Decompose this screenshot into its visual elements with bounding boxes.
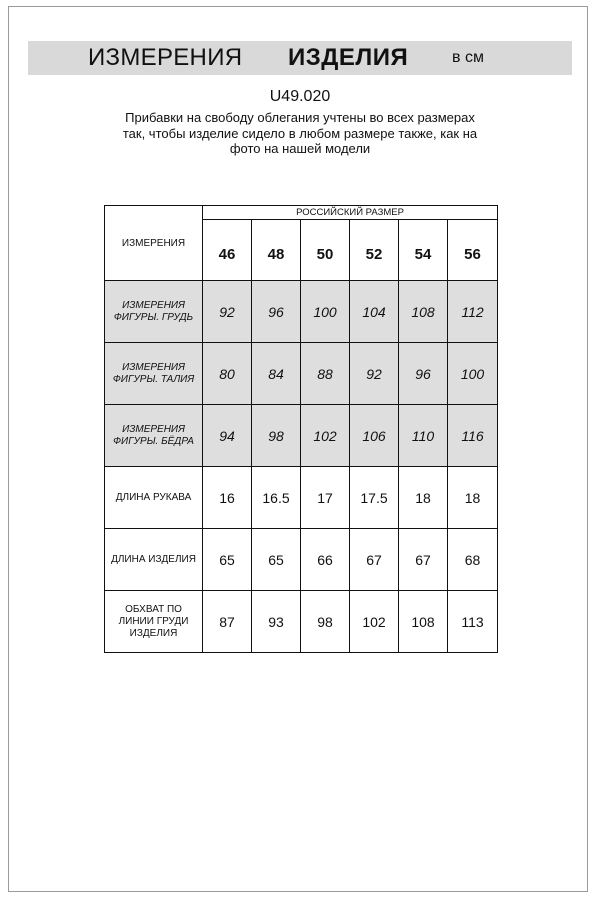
size-table xyxy=(104,205,498,653)
value-cell: 113 xyxy=(448,591,498,653)
row-label-line: ИЗМЕРЕНИЯ xyxy=(122,361,185,373)
value-cell: 65 xyxy=(203,529,252,591)
value-cell: 16.5 xyxy=(252,467,301,529)
value-cell: 17.5 xyxy=(350,467,399,529)
value-cell: 88 xyxy=(301,343,350,405)
title-part-measurements: ИЗМЕРЕНИЯ xyxy=(88,44,243,71)
row-label-line: ОБХВАТ ПО xyxy=(125,603,182,615)
value-cell: 102 xyxy=(301,405,350,467)
table-row xyxy=(105,405,498,467)
size-header-cell: 52 xyxy=(350,220,399,281)
value-cell: 18 xyxy=(448,467,498,529)
value-cell: 87 xyxy=(203,591,252,653)
row-label-line: ДЛИНА РУКАВА xyxy=(115,491,192,503)
value-cell: 16 xyxy=(203,467,252,529)
value-cell: 84 xyxy=(252,343,301,405)
size-header-cell: 50 xyxy=(301,220,350,281)
value-cell: 116 xyxy=(448,405,498,467)
value-cell: 96 xyxy=(252,281,301,343)
table-row xyxy=(105,343,498,405)
value-cell: 18 xyxy=(399,467,448,529)
value-cell: 65 xyxy=(252,529,301,591)
row-label-line: ФИГУРЫ. ТАЛИЯ xyxy=(112,373,195,385)
row-label-line: ИЗМЕРЕНИЯ xyxy=(122,299,185,311)
value-cell: 67 xyxy=(399,529,448,591)
value-cell: 110 xyxy=(399,405,448,467)
table-row xyxy=(105,529,498,591)
table-row xyxy=(105,591,498,653)
fit-note-line: Прибавки на свободу облегания учтены во всех размерах xyxy=(125,110,475,125)
table-row xyxy=(105,281,498,343)
row-label xyxy=(105,591,203,653)
row-label-line: ДЛИНА ИЗДЕЛИЯ xyxy=(111,553,196,565)
value-cell: 112 xyxy=(448,281,498,343)
value-cell: 67 xyxy=(350,529,399,591)
row-label xyxy=(105,529,203,591)
row-label xyxy=(105,405,203,467)
value-cell: 96 xyxy=(399,343,448,405)
row-label xyxy=(105,281,203,343)
size-header-cell: 56 xyxy=(448,220,498,281)
value-cell: 100 xyxy=(301,281,350,343)
row-label-line: ИЗДЕЛИЯ xyxy=(129,627,178,639)
size-group-header: РОССИЙСКИЙ РАЗМЕР xyxy=(203,206,498,220)
value-cell: 108 xyxy=(399,281,448,343)
value-cell: 108 xyxy=(399,591,448,653)
value-cell: 98 xyxy=(301,591,350,653)
size-header-cell: 54 xyxy=(399,220,448,281)
title-part-product: ИЗДЕЛИЯ xyxy=(288,44,409,71)
size-header-cell: 48 xyxy=(252,220,301,281)
product-code: U49.020 xyxy=(269,88,331,105)
value-cell: 17 xyxy=(301,467,350,529)
value-cell: 106 xyxy=(350,405,399,467)
value-cell: 68 xyxy=(448,529,498,591)
value-cell: 104 xyxy=(350,281,399,343)
corner-header: ИЗМЕРЕНИЯ xyxy=(105,206,203,281)
row-label-line: ИЗМЕРЕНИЯ xyxy=(122,423,185,435)
size-header-cell: 46 xyxy=(203,220,252,281)
value-cell: 98 xyxy=(252,405,301,467)
row-label xyxy=(105,467,203,529)
row-label xyxy=(105,343,203,405)
fit-note xyxy=(0,110,600,157)
value-cell: 92 xyxy=(350,343,399,405)
fit-note-line: так, чтобы изделие сидело в любом размере также, как на xyxy=(122,125,478,141)
value-cell: 102 xyxy=(350,591,399,653)
row-label-line: ФИГУРЫ. БЁДРА xyxy=(113,435,194,447)
title-unit: в см xyxy=(452,49,484,66)
fit-note-line: фото на нашей модели xyxy=(229,141,371,156)
row-label-line: ЛИНИИ ГРУДИ xyxy=(118,615,189,627)
value-cell: 80 xyxy=(203,343,252,405)
value-cell: 100 xyxy=(448,343,498,405)
value-cell: 93 xyxy=(252,591,301,653)
value-cell: 94 xyxy=(203,405,252,467)
row-label-line: ФИГУРЫ. ГРУДЬ xyxy=(113,311,194,323)
value-cell: 66 xyxy=(301,529,350,591)
value-cell: 92 xyxy=(203,281,252,343)
table-row xyxy=(105,467,498,529)
title-banner xyxy=(28,41,572,75)
